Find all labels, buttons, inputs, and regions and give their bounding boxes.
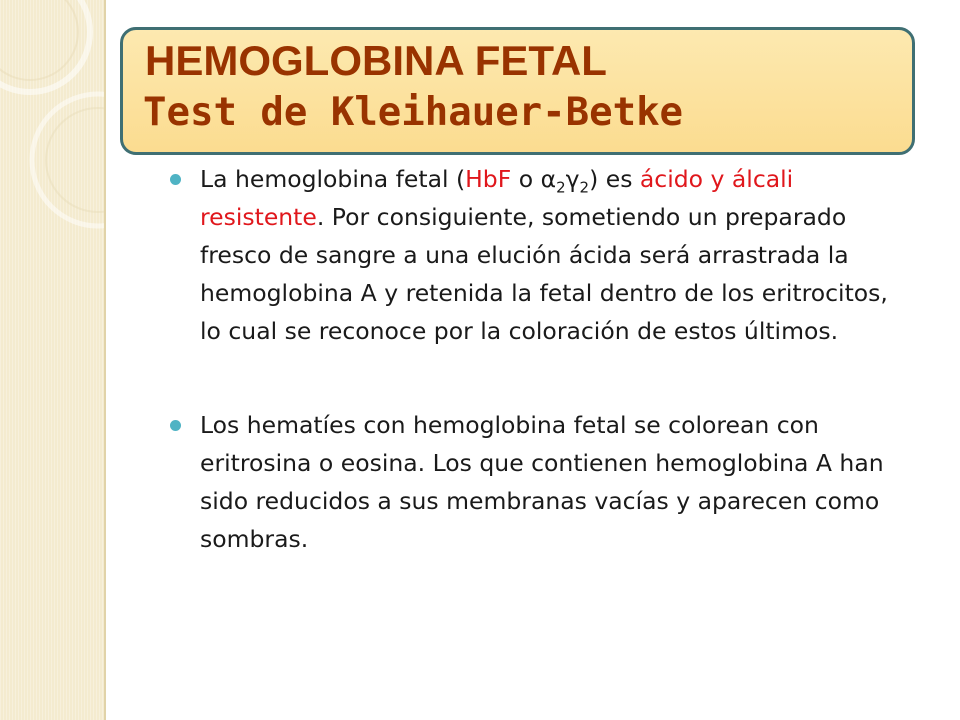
hbf-abbreviation: HbF	[465, 165, 512, 193]
bullet-intro-text: La hemoglobina fetal (	[200, 165, 466, 193]
decorative-side-band	[0, 0, 106, 720]
bullet-rest-text: . Por consiguiente, sometiendo un preparado fresco de sangre a una elución ácida será arrastrada la hemoglobina A y retenida la fetal dentro de los eritrocitos, lo cual se reconoce por la coloración de estos últimos.	[200, 203, 888, 345]
bullet-item-hbf-resistance	[166, 160, 906, 350]
alpha-symbol: α	[540, 165, 557, 193]
title-box	[120, 27, 915, 155]
gamma-symbol: γ	[565, 165, 580, 193]
highlight-acid-alkali-resistant: ácido y álcali resistente	[200, 165, 794, 231]
bullet-item-staining	[166, 406, 906, 558]
deco-circle-mid	[32, 94, 106, 226]
deco-circle-mid-inner	[46, 108, 106, 212]
bullet-dot-icon	[170, 174, 181, 185]
gamma-subscript: 2	[579, 178, 590, 197]
side-band-edge	[104, 0, 106, 720]
closing-text: ) es	[589, 165, 640, 193]
slide-subtitle: Test de Kleihauer-Betke	[143, 90, 684, 135]
connector-text: o	[511, 165, 541, 193]
hbf-chain-formula	[540, 165, 590, 197]
bullet-staining-text: Los hematíes con hemoglobina fetal se colorean con eritrosina o eosina. Los que contienen hemoglobina A han sido reducidos a sus membranas vacías y aparecen como sombras.	[200, 411, 884, 553]
slide-title: HEMOGLOBINA FETAL	[145, 37, 607, 84]
slide-content	[166, 160, 906, 558]
bullet-dot-icon	[170, 420, 181, 431]
deco-circle-inner	[0, 0, 78, 80]
decorative-circles	[0, 0, 106, 720]
alpha-subscript: 2	[556, 178, 566, 197]
